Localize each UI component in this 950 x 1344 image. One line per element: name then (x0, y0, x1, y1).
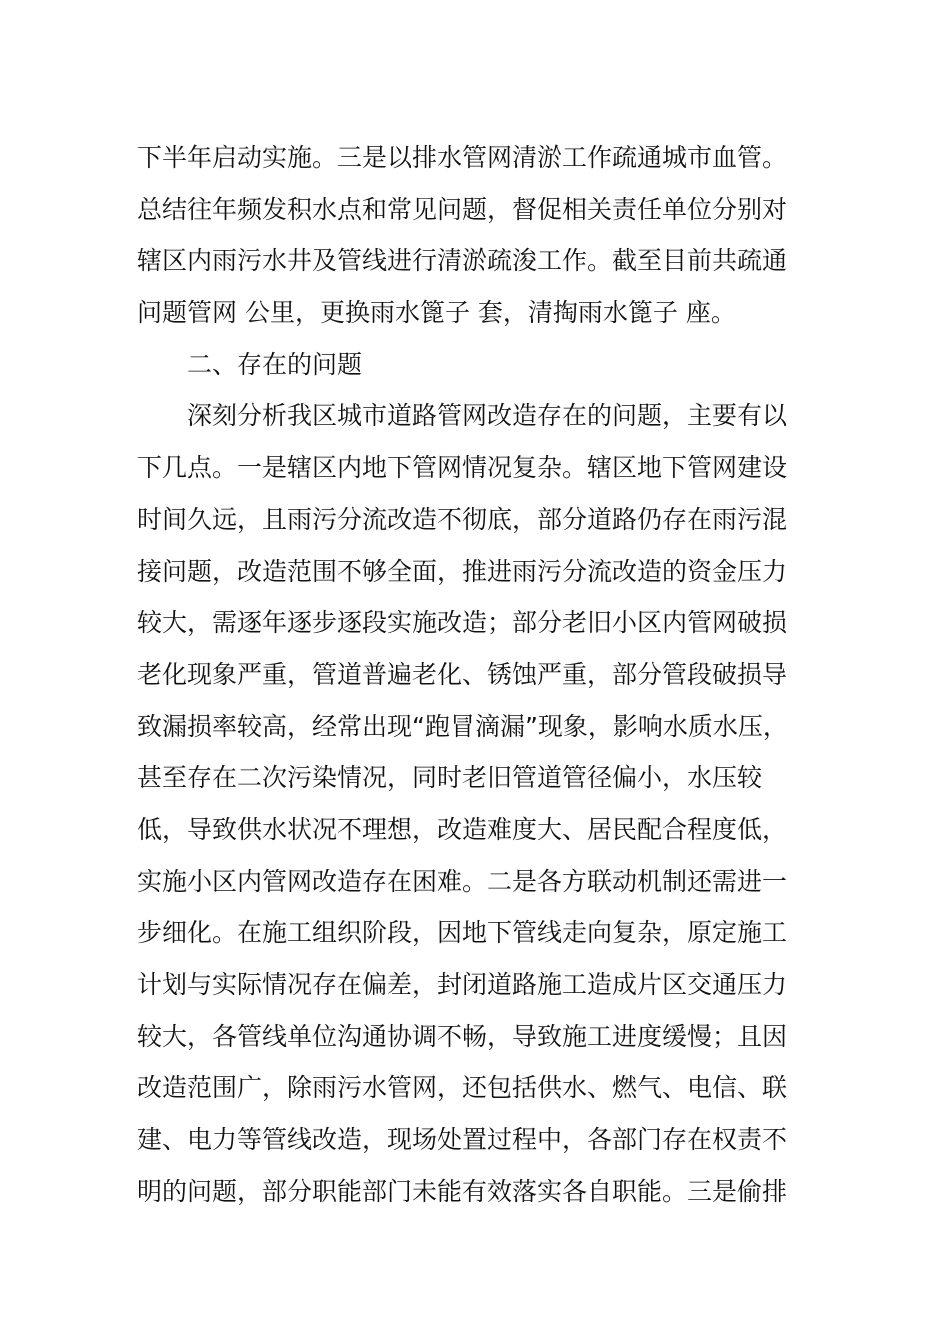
text-line: 下半年启动实施。三是以排水管网清淤工作疏通城市血管。 (137, 143, 788, 172)
section-heading: 二、存在的问题 (187, 349, 363, 379)
text-line: 低，导致供水状况不理想，改造难度大、居民配合程度低， (137, 814, 788, 844)
text-line: 步细化。在施工组织阶段，因地下管线走向复杂，原定施工 (137, 918, 788, 948)
text-line: 接问题，改造范围不够全面，推进雨污分流改造的资金压力 (137, 556, 788, 586)
text-line: 实施小区内管网改造存在困难。二是各方联动机制还需进一 (137, 866, 788, 896)
paragraph-start-line: 深刻分析我区城市道路管网改造存在的问题，主要有以 (187, 401, 788, 431)
text-line: 改造范围广，除雨污水管网，还包括供水、燃气、电信、联 (137, 1073, 788, 1103)
text-line: 总结往年频发积水点和常见问题，督促相关责任单位分别对 (137, 194, 788, 224)
text-line: 辖区内雨污水井及管线进行清淤疏浚工作。截至目前共疏通 (137, 246, 788, 276)
text-line: 下几点。一是辖区内地下管网情况复杂。辖区地下管网建设 (137, 453, 788, 483)
text-line: 建、电力等管线改造，现场处置过程中，各部门存在权责不 (137, 1125, 788, 1155)
text-line: 致漏损率较高，经常出现“跑冒滴漏”现象，影响水质水压， (137, 711, 788, 741)
text-line: 较大，各管线单位沟通协调不畅，导致施工进度缓慢；且因 (137, 1021, 788, 1051)
text-line: 甚至存在二次污染情况，同时老旧管道管径偏小，水压较 (137, 763, 763, 793)
text-line: 计划与实际情况存在偏差，封闭道路施工造成片区交通压力 (137, 970, 788, 999)
text-line: 老化现象严重，管道普遍老化、锈蚀严重，部分管段破损导 (137, 659, 788, 689)
text-line: 明的问题，部分职能部门未能有效落实各自职能。三是偷排 (137, 1176, 788, 1206)
text-line: 较大，需逐年逐步逐段实施改造；部分老旧小区内管网破损 (137, 608, 788, 638)
text-line: 时间久远，且雨污分流改造不彻底，部分道路仍存在雨污混 (137, 504, 788, 534)
body-text (137, 132, 817, 1217)
text-line: 问题管网 公里，更换雨水篦子 套，清掏雨水篦子 座。 (137, 298, 736, 328)
